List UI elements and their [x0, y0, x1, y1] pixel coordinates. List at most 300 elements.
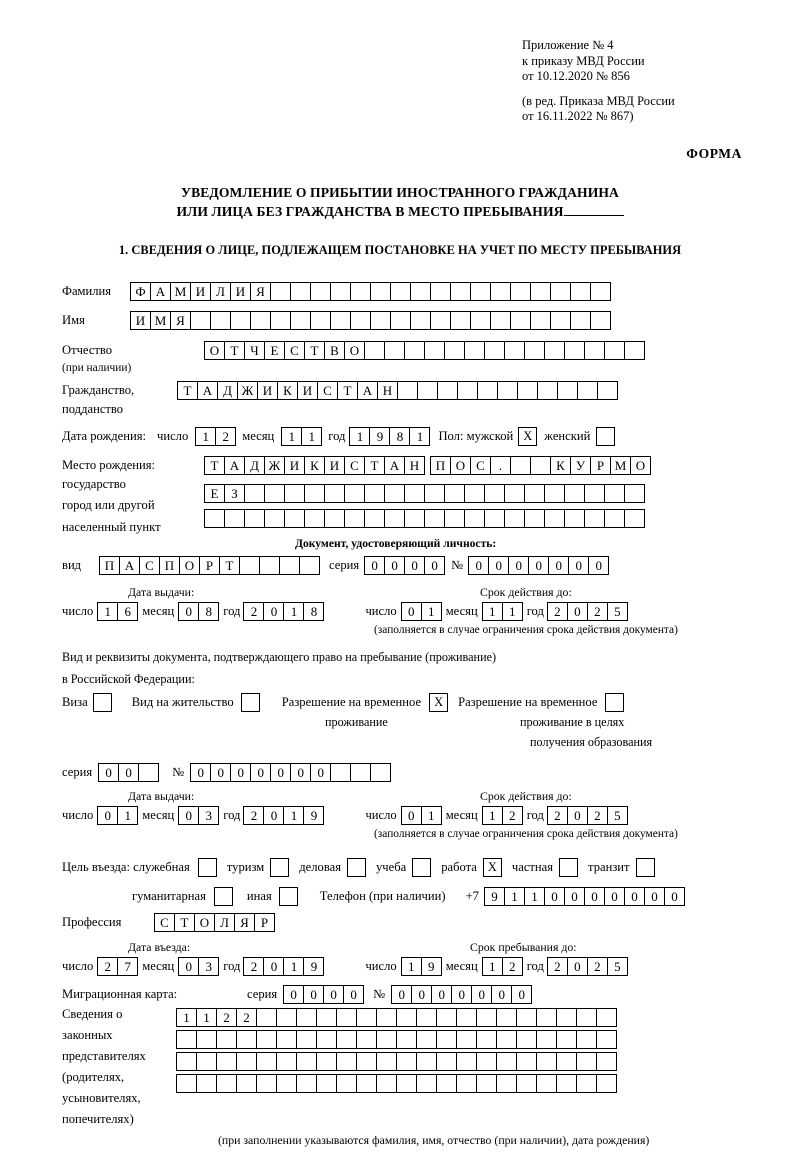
char-cell[interactable]: [190, 311, 211, 330]
char-cell[interactable]: 0: [471, 985, 492, 1004]
char-cell[interactable]: 0: [290, 763, 311, 782]
char-cell[interactable]: [384, 341, 405, 360]
char-cell[interactable]: Н: [377, 381, 398, 400]
char-cell[interactable]: [396, 1030, 417, 1049]
char-cell[interactable]: 0: [270, 763, 291, 782]
char-cell[interactable]: Л: [214, 913, 235, 932]
char-cell[interactable]: Р: [590, 456, 611, 475]
char-cell[interactable]: [364, 484, 385, 503]
char-cell[interactable]: [576, 1074, 597, 1093]
char-cell[interactable]: [290, 282, 311, 301]
char-cell[interactable]: [516, 1052, 537, 1071]
char-cell[interactable]: [256, 1030, 277, 1049]
char-cell[interactable]: 0: [263, 602, 284, 621]
char-cell[interactable]: 0: [451, 985, 472, 1004]
char-cell[interactable]: 0: [210, 763, 231, 782]
char-cell[interactable]: 5: [607, 957, 628, 976]
char-cell[interactable]: В: [324, 341, 345, 360]
char-cell[interactable]: [236, 1052, 257, 1071]
char-cell[interactable]: [476, 1030, 497, 1049]
char-cell[interactable]: [496, 1008, 517, 1027]
char-cell[interactable]: [216, 1074, 237, 1093]
purpose-study-checkbox[interactable]: [412, 858, 431, 877]
char-cell[interactable]: Т: [364, 456, 385, 475]
char-cell[interactable]: [576, 1052, 597, 1071]
char-cell[interactable]: [457, 381, 478, 400]
char-cell[interactable]: [604, 509, 625, 528]
char-cell[interactable]: 0: [364, 556, 385, 575]
char-cell[interactable]: [336, 1008, 357, 1027]
char-cell[interactable]: С: [470, 456, 491, 475]
char-cell[interactable]: 0: [411, 985, 432, 1004]
char-cell[interactable]: О: [450, 456, 471, 475]
char-cell[interactable]: 3: [198, 806, 219, 825]
char-cell[interactable]: [310, 282, 331, 301]
char-cell[interactable]: 0: [567, 957, 588, 976]
char-cell[interactable]: 2: [243, 602, 264, 621]
char-cell[interactable]: 2: [587, 602, 608, 621]
char-cell[interactable]: [544, 484, 565, 503]
char-cell[interactable]: [484, 509, 505, 528]
char-cell[interactable]: [364, 341, 385, 360]
char-cell[interactable]: [596, 1008, 617, 1027]
char-cell[interactable]: 1: [502, 602, 523, 621]
char-cell[interactable]: А: [384, 456, 405, 475]
char-cell[interactable]: 5: [607, 602, 628, 621]
char-cell[interactable]: [556, 1074, 577, 1093]
char-cell[interactable]: [196, 1030, 217, 1049]
char-cell[interactable]: [436, 1052, 457, 1071]
char-cell[interactable]: [350, 311, 371, 330]
char-cell[interactable]: 1: [421, 602, 442, 621]
char-cell[interactable]: [296, 1052, 317, 1071]
char-cell[interactable]: 1: [196, 1008, 217, 1027]
char-cell[interactable]: К: [277, 381, 298, 400]
char-cell[interactable]: [356, 1074, 377, 1093]
char-cell[interactable]: [304, 484, 325, 503]
char-cell[interactable]: 2: [243, 957, 264, 976]
char-cell[interactable]: [384, 484, 405, 503]
char-cell[interactable]: 0: [544, 887, 565, 906]
char-cell[interactable]: [376, 1052, 397, 1071]
char-cell[interactable]: [604, 484, 625, 503]
char-cell[interactable]: [476, 1052, 497, 1071]
char-cell[interactable]: 7: [117, 957, 138, 976]
char-cell[interactable]: [564, 484, 585, 503]
char-cell[interactable]: [450, 311, 471, 330]
char-cell[interactable]: Я: [234, 913, 255, 932]
char-cell[interactable]: [590, 282, 611, 301]
char-cell[interactable]: [584, 509, 605, 528]
char-cell[interactable]: 2: [97, 957, 118, 976]
char-cell[interactable]: 0: [588, 556, 609, 575]
residence-permit-checkbox[interactable]: [241, 693, 260, 712]
char-cell[interactable]: 0: [98, 763, 119, 782]
char-cell[interactable]: [250, 311, 271, 330]
char-cell[interactable]: [296, 1030, 317, 1049]
char-cell[interactable]: [276, 1074, 297, 1093]
char-cell[interactable]: 1: [421, 806, 442, 825]
char-cell[interactable]: 0: [97, 806, 118, 825]
char-cell[interactable]: Ф: [130, 282, 151, 301]
char-cell[interactable]: [370, 763, 391, 782]
char-cell[interactable]: [264, 484, 285, 503]
char-cell[interactable]: [437, 381, 458, 400]
char-cell[interactable]: Ч: [244, 341, 265, 360]
char-cell[interactable]: 0: [491, 985, 512, 1004]
sex-male-checkbox[interactable]: X: [518, 427, 537, 446]
char-cell[interactable]: 9: [484, 887, 505, 906]
char-cell[interactable]: З: [224, 484, 245, 503]
char-cell[interactable]: М: [610, 456, 631, 475]
char-cell[interactable]: [336, 1030, 357, 1049]
char-cell[interactable]: [496, 1074, 517, 1093]
char-cell[interactable]: И: [324, 456, 345, 475]
char-cell[interactable]: 0: [404, 556, 425, 575]
char-cell[interactable]: 2: [547, 806, 568, 825]
char-cell[interactable]: И: [257, 381, 278, 400]
char-cell[interactable]: [244, 484, 265, 503]
char-cell[interactable]: [296, 1008, 317, 1027]
char-cell[interactable]: [344, 484, 365, 503]
char-cell[interactable]: [356, 1030, 377, 1049]
char-cell[interactable]: [270, 282, 291, 301]
char-cell[interactable]: [484, 341, 505, 360]
char-cell[interactable]: А: [150, 282, 171, 301]
purpose-official-checkbox[interactable]: [198, 858, 217, 877]
char-cell[interactable]: 1: [301, 427, 322, 446]
char-cell[interactable]: 1: [176, 1008, 197, 1027]
char-cell[interactable]: [484, 484, 505, 503]
char-cell[interactable]: И: [190, 282, 211, 301]
char-cell[interactable]: [536, 1052, 557, 1071]
char-cell[interactable]: [276, 1052, 297, 1071]
char-cell[interactable]: [256, 1074, 277, 1093]
char-cell[interactable]: О: [179, 556, 200, 575]
char-cell[interactable]: 2: [216, 1008, 237, 1027]
char-cell[interactable]: [496, 1030, 517, 1049]
char-cell[interactable]: Л: [210, 282, 231, 301]
char-cell[interactable]: [424, 509, 445, 528]
char-cell[interactable]: [536, 1008, 557, 1027]
char-cell[interactable]: [416, 1030, 437, 1049]
char-cell[interactable]: 2: [547, 602, 568, 621]
char-cell[interactable]: 0: [564, 887, 585, 906]
char-cell[interactable]: [436, 1030, 457, 1049]
char-cell[interactable]: [504, 341, 525, 360]
char-cell[interactable]: [530, 311, 551, 330]
char-cell[interactable]: П: [159, 556, 180, 575]
char-cell[interactable]: [490, 282, 511, 301]
char-cell[interactable]: [556, 1030, 577, 1049]
char-cell[interactable]: И: [230, 282, 251, 301]
char-cell[interactable]: 0: [401, 602, 422, 621]
char-cell[interactable]: 1: [195, 427, 216, 446]
char-cell[interactable]: 1: [482, 806, 503, 825]
char-cell[interactable]: [370, 282, 391, 301]
char-cell[interactable]: [236, 1030, 257, 1049]
char-cell[interactable]: И: [297, 381, 318, 400]
char-cell[interactable]: А: [357, 381, 378, 400]
char-cell[interactable]: [376, 1008, 397, 1027]
char-cell[interactable]: [556, 1008, 577, 1027]
char-cell[interactable]: [316, 1008, 337, 1027]
char-cell[interactable]: [596, 1052, 617, 1071]
char-cell[interactable]: [390, 282, 411, 301]
char-cell[interactable]: Т: [337, 381, 358, 400]
char-cell[interactable]: [624, 484, 645, 503]
edu-residence-checkbox[interactable]: [605, 693, 624, 712]
char-cell[interactable]: 0: [401, 806, 422, 825]
char-cell[interactable]: Е: [204, 484, 225, 503]
char-cell[interactable]: 0: [323, 985, 344, 1004]
char-cell[interactable]: П: [99, 556, 120, 575]
char-cell[interactable]: [430, 282, 451, 301]
char-cell[interactable]: [590, 311, 611, 330]
char-cell[interactable]: [624, 341, 645, 360]
char-cell[interactable]: А: [119, 556, 140, 575]
char-cell[interactable]: С: [284, 341, 305, 360]
char-cell[interactable]: Т: [174, 913, 195, 932]
char-cell[interactable]: И: [130, 311, 151, 330]
char-cell[interactable]: [544, 509, 565, 528]
char-cell[interactable]: О: [630, 456, 651, 475]
char-cell[interactable]: [537, 381, 558, 400]
char-cell[interactable]: [176, 1030, 197, 1049]
char-cell[interactable]: [230, 311, 251, 330]
char-cell[interactable]: 1: [482, 602, 503, 621]
char-cell[interactable]: 1: [283, 957, 304, 976]
char-cell[interactable]: [216, 1052, 237, 1071]
char-cell[interactable]: [450, 282, 471, 301]
char-cell[interactable]: С: [139, 556, 160, 575]
char-cell[interactable]: Р: [199, 556, 220, 575]
char-cell[interactable]: 0: [584, 887, 605, 906]
char-cell[interactable]: [396, 1052, 417, 1071]
char-cell[interactable]: [416, 1074, 437, 1093]
char-cell[interactable]: [270, 311, 291, 330]
char-cell[interactable]: [336, 1074, 357, 1093]
char-cell[interactable]: М: [170, 282, 191, 301]
char-cell[interactable]: 0: [508, 556, 529, 575]
char-cell[interactable]: [416, 1052, 437, 1071]
char-cell[interactable]: [390, 311, 411, 330]
char-cell[interactable]: Ж: [264, 456, 285, 475]
char-cell[interactable]: [477, 381, 498, 400]
char-cell[interactable]: Т: [224, 341, 245, 360]
char-cell[interactable]: Я: [170, 311, 191, 330]
char-cell[interactable]: [464, 341, 485, 360]
char-cell[interactable]: [456, 1008, 477, 1027]
char-cell[interactable]: 0: [303, 985, 324, 1004]
char-cell[interactable]: 1: [524, 887, 545, 906]
char-cell[interactable]: [364, 509, 385, 528]
char-cell[interactable]: 1: [504, 887, 525, 906]
char-cell[interactable]: [350, 282, 371, 301]
char-cell[interactable]: [596, 1074, 617, 1093]
char-cell[interactable]: А: [197, 381, 218, 400]
char-cell[interactable]: 0: [568, 556, 589, 575]
sex-female-checkbox[interactable]: [596, 427, 615, 446]
char-cell[interactable]: 0: [263, 806, 284, 825]
char-cell[interactable]: [376, 1074, 397, 1093]
char-cell[interactable]: [516, 1030, 537, 1049]
char-cell[interactable]: [444, 509, 465, 528]
char-cell[interactable]: 8: [198, 602, 219, 621]
char-cell[interactable]: [330, 763, 351, 782]
char-cell[interactable]: Т: [204, 456, 225, 475]
char-cell[interactable]: [476, 1074, 497, 1093]
char-cell[interactable]: [424, 341, 445, 360]
char-cell[interactable]: 0: [250, 763, 271, 782]
char-cell[interactable]: О: [344, 341, 365, 360]
char-cell[interactable]: [356, 1008, 377, 1027]
char-cell[interactable]: [316, 1074, 337, 1093]
char-cell[interactable]: 0: [310, 763, 331, 782]
char-cell[interactable]: [276, 1030, 297, 1049]
purpose-private-checkbox[interactable]: [559, 858, 578, 877]
char-cell[interactable]: 1: [283, 602, 304, 621]
char-cell[interactable]: 0: [567, 602, 588, 621]
char-cell[interactable]: 1: [409, 427, 430, 446]
char-cell[interactable]: [296, 1074, 317, 1093]
char-cell[interactable]: [496, 1052, 517, 1071]
char-cell[interactable]: [550, 282, 571, 301]
char-cell[interactable]: [470, 282, 491, 301]
char-cell[interactable]: [550, 311, 571, 330]
char-cell[interactable]: [356, 1052, 377, 1071]
char-cell[interactable]: Р: [254, 913, 275, 932]
char-cell[interactable]: [316, 1030, 337, 1049]
char-cell[interactable]: [239, 556, 260, 575]
char-cell[interactable]: [624, 509, 645, 528]
char-cell[interactable]: [256, 1008, 277, 1027]
char-cell[interactable]: [497, 381, 518, 400]
char-cell[interactable]: [510, 456, 531, 475]
char-cell[interactable]: Д: [244, 456, 265, 475]
char-cell[interactable]: [576, 1008, 597, 1027]
char-cell[interactable]: [524, 509, 545, 528]
char-cell[interactable]: [410, 311, 431, 330]
char-cell[interactable]: 2: [243, 806, 264, 825]
char-cell[interactable]: Д: [217, 381, 238, 400]
char-cell[interactable]: Т: [177, 381, 198, 400]
char-cell[interactable]: Т: [219, 556, 240, 575]
char-cell[interactable]: У: [570, 456, 591, 475]
char-cell[interactable]: [570, 311, 591, 330]
char-cell[interactable]: С: [344, 456, 365, 475]
char-cell[interactable]: [436, 1008, 457, 1027]
char-cell[interactable]: О: [194, 913, 215, 932]
char-cell[interactable]: [510, 282, 531, 301]
char-cell[interactable]: 2: [502, 957, 523, 976]
char-cell[interactable]: [404, 341, 425, 360]
char-cell[interactable]: [456, 1074, 477, 1093]
char-cell[interactable]: [470, 311, 491, 330]
char-cell[interactable]: 8: [303, 602, 324, 621]
char-cell[interactable]: И: [284, 456, 305, 475]
char-cell[interactable]: 0: [664, 887, 685, 906]
char-cell[interactable]: 0: [644, 887, 665, 906]
char-cell[interactable]: [597, 381, 618, 400]
char-cell[interactable]: [557, 381, 578, 400]
char-cell[interactable]: [444, 484, 465, 503]
char-cell[interactable]: [196, 1074, 217, 1093]
temp-residence-checkbox[interactable]: X: [429, 693, 448, 712]
char-cell[interactable]: [284, 509, 305, 528]
char-cell[interactable]: [276, 1008, 297, 1027]
char-cell[interactable]: [576, 1030, 597, 1049]
char-cell[interactable]: [404, 509, 425, 528]
char-cell[interactable]: 0: [178, 602, 199, 621]
char-cell[interactable]: [310, 311, 331, 330]
char-cell[interactable]: Ж: [237, 381, 258, 400]
char-cell[interactable]: 0: [263, 957, 284, 976]
char-cell[interactable]: [436, 1074, 457, 1093]
char-cell[interactable]: 0: [190, 763, 211, 782]
char-cell[interactable]: 1: [349, 427, 370, 446]
char-cell[interactable]: [316, 1052, 337, 1071]
char-cell[interactable]: К: [550, 456, 571, 475]
char-cell[interactable]: [536, 1074, 557, 1093]
char-cell[interactable]: Я: [250, 282, 271, 301]
char-cell[interactable]: [516, 1074, 537, 1093]
char-cell[interactable]: [304, 509, 325, 528]
char-cell[interactable]: [216, 1030, 237, 1049]
char-cell[interactable]: 2: [502, 806, 523, 825]
char-cell[interactable]: 0: [118, 763, 139, 782]
char-cell[interactable]: М: [150, 311, 171, 330]
purpose-other-checkbox[interactable]: [279, 887, 298, 906]
char-cell[interactable]: Е: [264, 341, 285, 360]
char-cell[interactable]: 1: [97, 602, 118, 621]
char-cell[interactable]: [584, 484, 605, 503]
char-cell[interactable]: С: [154, 913, 175, 932]
visa-checkbox[interactable]: [93, 693, 112, 712]
char-cell[interactable]: [210, 311, 231, 330]
char-cell[interactable]: [570, 282, 591, 301]
char-cell[interactable]: [376, 1030, 397, 1049]
char-cell[interactable]: [176, 1052, 197, 1071]
purpose-business-checkbox[interactable]: [347, 858, 366, 877]
char-cell[interactable]: [464, 509, 485, 528]
purpose-work-checkbox[interactable]: X: [483, 858, 502, 877]
char-cell[interactable]: [259, 556, 280, 575]
char-cell[interactable]: [264, 509, 285, 528]
char-cell[interactable]: [577, 381, 598, 400]
char-cell[interactable]: 0: [624, 887, 645, 906]
char-cell[interactable]: [279, 556, 300, 575]
char-cell[interactable]: [464, 484, 485, 503]
char-cell[interactable]: [410, 282, 431, 301]
char-cell[interactable]: 0: [384, 556, 405, 575]
char-cell[interactable]: 2: [215, 427, 236, 446]
char-cell[interactable]: [510, 311, 531, 330]
purpose-transit-checkbox[interactable]: [636, 858, 655, 877]
char-cell[interactable]: [456, 1052, 477, 1071]
char-cell[interactable]: [564, 509, 585, 528]
char-cell[interactable]: [417, 381, 438, 400]
char-cell[interactable]: [196, 1052, 217, 1071]
char-cell[interactable]: 0: [431, 985, 452, 1004]
char-cell[interactable]: 2: [236, 1008, 257, 1027]
char-cell[interactable]: [396, 1074, 417, 1093]
char-cell[interactable]: П: [430, 456, 451, 475]
char-cell[interactable]: [344, 509, 365, 528]
char-cell[interactable]: 0: [488, 556, 509, 575]
char-cell[interactable]: 3: [198, 957, 219, 976]
char-cell[interactable]: [384, 509, 405, 528]
